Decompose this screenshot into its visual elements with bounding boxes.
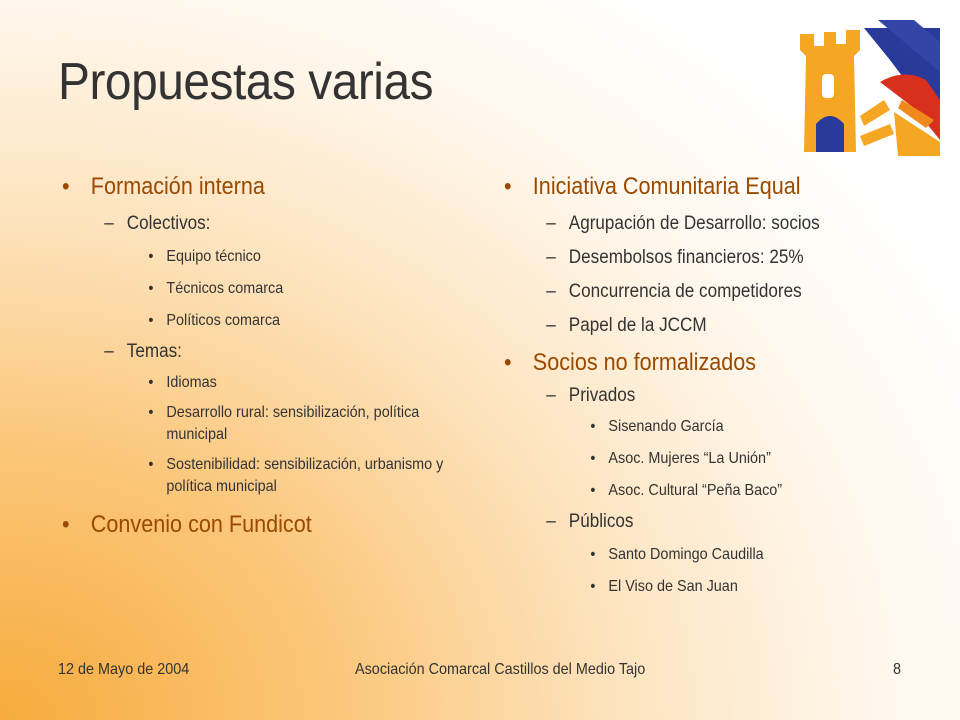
- sub-privados: – Privados: [546, 385, 636, 406]
- bullet-iniciativa-equal: • Iniciativa Comunitaria Equal: [504, 173, 801, 200]
- footer-organization: Asociación Comarcal Castillos del Medio Tajo: [355, 661, 646, 678]
- sub-concurrencia: – Concurrencia de competidores: [546, 281, 802, 302]
- right-column: [504, 172, 944, 598]
- list-item: • Desarrollo rural: sensibilización, política municipal: [148, 404, 420, 443]
- list-item: • Idiomas: [148, 374, 217, 391]
- dash-icon: –: [104, 341, 114, 362]
- bullet-formacion-interna: • Formación interna: [62, 173, 265, 200]
- bullet-icon: •: [504, 173, 512, 200]
- footer-date: 12 de Mayo de 2004: [58, 661, 190, 678]
- list-item: • Asoc. Mujeres “La Unión”: [590, 450, 771, 467]
- bullet-icon: •: [504, 349, 512, 376]
- list-item: • Sostenibilidad: sensibilización, urbanismo y política municipal: [148, 456, 444, 495]
- sub-colectivos: – Colectivos:: [104, 213, 211, 234]
- footer-page-number: 8: [893, 661, 902, 678]
- bullet-socios-no-formalizados: • Socios no formalizados: [504, 349, 757, 376]
- slide-title: Propuestas varias: [58, 53, 434, 111]
- list-item: • Políticos comarca: [148, 312, 281, 329]
- list-item: • Asoc. Cultural “Peña Baco”: [590, 482, 783, 499]
- list-item: • Equipo técnico: [148, 248, 261, 265]
- list-item: • Técnicos comarca: [148, 280, 284, 297]
- bullet-icon: •: [62, 173, 70, 200]
- castle-logo-icon: [794, 20, 940, 156]
- bullet-convenio-fundicot: • Convenio con Fundicot: [62, 511, 312, 538]
- dash-icon: –: [104, 213, 114, 234]
- list-item: • Santo Domingo Caudilla: [590, 546, 764, 563]
- sub-agrupacion: – Agrupación de Desarrollo: socios: [546, 213, 820, 234]
- bullet-icon: •: [62, 511, 70, 538]
- sub-papel-jccm: – Papel de la JCCM: [546, 315, 707, 336]
- sub-publicos: – Públicos: [546, 511, 634, 532]
- sub-temas: – Temas:: [104, 341, 182, 362]
- list-item: • Sisenando García: [590, 418, 724, 435]
- sub-desembolsos: – Desembolsos financieros: 25%: [546, 247, 804, 268]
- left-column: [62, 172, 482, 540]
- list-item: • El Viso de San Juan: [590, 578, 738, 595]
